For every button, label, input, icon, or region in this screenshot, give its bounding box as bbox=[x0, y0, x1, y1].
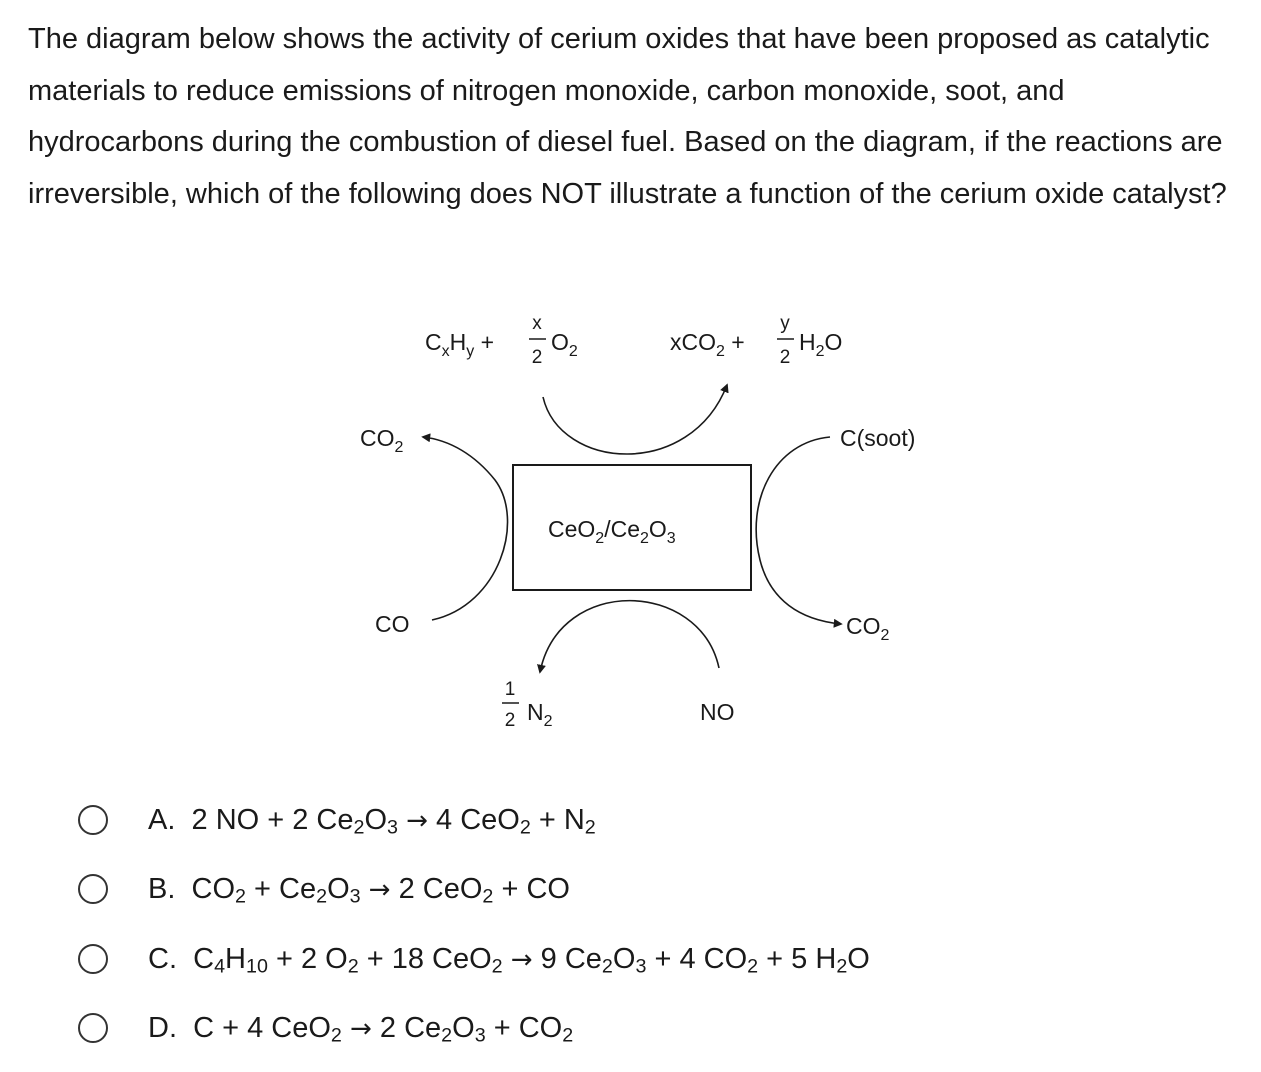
svg-text:y: y bbox=[780, 313, 790, 334]
option-a-label: A. 2 NO + 2 $Ce_2O_3 \to 4$ $CeO_2 + N_2$ bbox=[148, 803, 596, 838]
option-d-radio[interactable] bbox=[78, 1013, 108, 1043]
option-b-label: B. $CO_2 + Ce_2O_3 \to 2$ CeO$_2$ + CO bbox=[148, 872, 570, 907]
svg-text:O2: $O_2$ bbox=[551, 329, 578, 360]
svg-text:2: 2 bbox=[531, 347, 543, 368]
option-c-radio[interactable] bbox=[78, 944, 108, 974]
option-a-radio[interactable] bbox=[78, 805, 108, 835]
hydrocarbon-arc bbox=[543, 385, 727, 454]
co-arc bbox=[423, 437, 508, 620]
hydrocarbon-product-label bbox=[670, 313, 842, 368]
soot-label: C(soot) bbox=[840, 425, 916, 451]
option-c[interactable] bbox=[78, 937, 1078, 981]
svg-text:2: 2 bbox=[779, 347, 791, 368]
svg-text:1: 1 bbox=[504, 679, 516, 700]
svg-text:N2: $N_2$ bbox=[527, 699, 553, 730]
nitrogen-product-label bbox=[502, 679, 553, 731]
co2-left-label: $CO_2$ bbox=[360, 425, 404, 456]
co2-right-label: $CO_2$ bbox=[846, 613, 890, 644]
co-label: CO bbox=[375, 611, 410, 637]
option-a[interactable] bbox=[78, 798, 1078, 842]
svg-text:2: 2 bbox=[504, 710, 516, 731]
option-b-radio[interactable] bbox=[78, 874, 108, 904]
no-label: NO bbox=[700, 699, 735, 725]
hydrocarbon-reactant-label bbox=[425, 313, 578, 368]
svg-text:xCO2 +: xCO$_2$ + bbox=[670, 329, 745, 360]
catalyst-label: $CeO_2/Ce_2O_3$ bbox=[548, 516, 676, 547]
option-d-label: D. C + 4 CeO$_2$ → 2 $Ce_2O_3 + CO_2$ bbox=[148, 1011, 574, 1046]
soot-arc bbox=[756, 437, 841, 624]
no-reduction-arc bbox=[540, 601, 719, 672]
svg-text:CxHy +: $C_xH_y$ + bbox=[425, 329, 495, 360]
question-text: The diagram below shows the activity of cerium oxides that have been proposed as catalytic materials to reduce emissions of nitrogen monoxide, carbon monoxide, soot, and hydrocarbons during the combustion of diesel fuel. Based on the diagram, if the reactions are irreversible, which of the following does NOT illustrate a function of the cerium oxide catalyst? bbox=[28, 23, 1227, 210]
svg-text:x: x bbox=[532, 313, 542, 334]
option-d[interactable] bbox=[78, 1006, 1078, 1050]
svg-text:H2O: $H_2O$ bbox=[799, 329, 843, 360]
option-c-label: C. $C_4H_{10} + 2$ $O_2 + 18$ CeO$_2$ → 9 $Ce_2O_3 + 4$ $CO_2 + 5$ $H_2O$ bbox=[148, 942, 870, 977]
option-b[interactable] bbox=[78, 867, 1078, 911]
